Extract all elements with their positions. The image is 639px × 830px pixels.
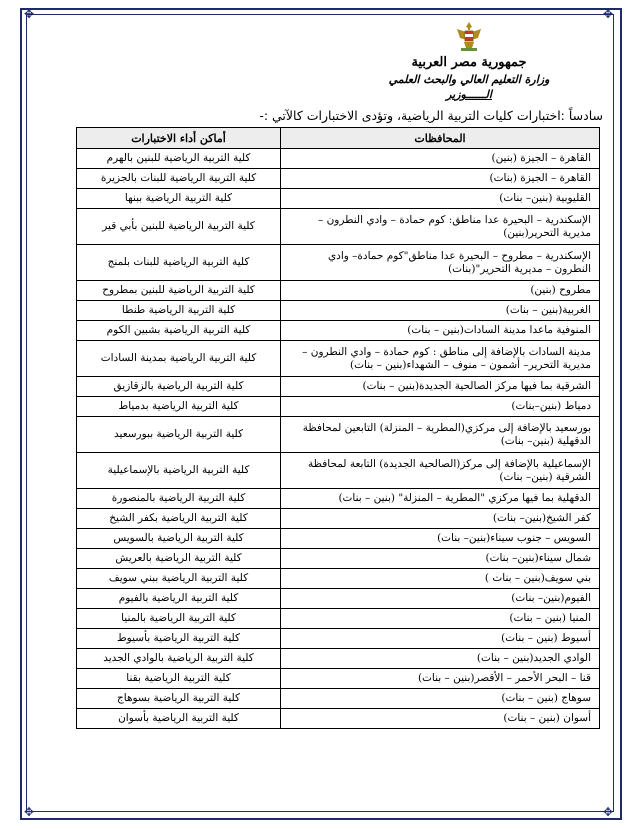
exam-place-cell: كلية التربية الرياضية للبنين بأبي قير [77,209,281,245]
governorate-cell: شمال سيناء(بنين– بنات) [281,549,600,569]
table-row [77,189,600,209]
governorate-cell: السويس – جنوب سيناء(بنين– بنات) [281,529,600,549]
exam-place-cell: كلية التربية الرياضية للبنات بالجزيرة [77,169,281,189]
letterhead [359,20,579,102]
exam-place-cell: كلية التربية الرياضية بالزقازيق [77,377,281,397]
governorate-cell: القليوبية (بنين– بنات) [281,189,600,209]
table-row [77,489,600,509]
governorate-cell: بني سويف(بنين – بنات ) [281,569,600,589]
table-row [77,609,600,629]
governorate-cell: الدقهلية بما فيها مركزي "المطرية – المنزلة" (بنين – بنات) [281,489,600,509]
corner-ornament-bottom-right: ✥ [603,805,614,819]
governorate-cell: الشرقية بما فيها مركز الصالحية الجديدة(بنين – بنات) [281,377,600,397]
exam-place-cell: كلية التربية الرياضية بكفر الشيخ [77,509,281,529]
table-header-row [77,128,600,149]
exam-locations-table [76,127,600,729]
exam-place-cell: كلية التربية الرياضية طنطا [77,301,281,321]
table-row [77,509,600,529]
governorate-cell: الإسماعيلية بالإضافة إلى مركز(الصالحية الجديدة) التابعة لمحافظة الشرقية (بنين– بنات) [281,453,600,489]
exam-place-cell: كلية التربية الرياضية بشبين الكوم [77,321,281,341]
table-row [77,341,600,377]
exam-place-cell: كلية التربية الرياضية بدمياط [77,397,281,417]
exam-place-cell: كلية التربية الرياضية بالعريش [77,549,281,569]
governorate-cell: القاهرة – الجيزة (بنين) [281,149,600,169]
governorate-cell: بورسعيد بالإضافة إلى مركزي(المطرية – المنزلة) التابعين لمحافظة الدقهلية (بنين– بنات) [281,417,600,453]
table-row [77,589,600,609]
exam-place-cell: كلية التربية الرياضية بالفيوم [77,589,281,609]
exam-place-cell: كلية التربية الرياضية للبنين بمطروح [77,281,281,301]
exam-place-cell: كلية التربية الرياضية بأسوان [77,709,281,729]
governorate-cell: الإسكندرية – البحيرة عدا مناطق: كوم حمادة – وادي النطرون – مديرية التحرير(بنين) [281,209,600,245]
governorate-cell: الغربية(بنين – بنات) [281,301,600,321]
governorate-cell: المنوفية ماعدا مدينة السادات(بنين – بنات) [281,321,600,341]
table-row [77,549,600,569]
governorate-cell: قنا – البحر الأحمر – الأقصر(بنين – بنات) [281,669,600,689]
table-row [77,321,600,341]
governorate-cell: المنيا (بنين – بنات) [281,609,600,629]
corner-ornament-top-right: ✥ [603,7,614,21]
exam-place-cell: كلية التربية الرياضية بسوهاج [77,689,281,709]
table-row [77,377,600,397]
exam-place-cell: كلية التربية الرياضية ببنها [77,189,281,209]
eagle-emblem-icon [454,20,484,52]
table-row [77,689,600,709]
governorate-cell: أسيوط (بنين – بنات) [281,629,600,649]
table-row [77,169,600,189]
governorate-cell: القاهرة – الجيزة (بنات) [281,169,600,189]
table-row [77,281,600,301]
table-row [77,709,600,729]
table-row [77,245,600,281]
governorate-cell: مطروح (بنين) [281,281,600,301]
table-body [77,149,600,729]
governorate-cell: الإسكندرية – مطروح – البحيرة عدا مناطق"كوم حمادة– وادي النطرون – مديرية التحرير"(بنات) [281,245,600,281]
section-intro: سادساً :اختبارات كليات التربية الرياضية، وتؤدى الاختبارات كالآتي :- [259,108,603,123]
table-row [77,529,600,549]
exam-place-cell: كلية التربية الرياضية بالمنيا [77,609,281,629]
table-row [77,417,600,453]
country-name: جمهورية مصر العربية [411,55,527,70]
exam-place-cell: كلية التربية الرياضية بأسيوط [77,629,281,649]
office-name: الــــــوزير [446,88,492,101]
table-row [77,209,600,245]
exam-place-cell: كلية التربية الرياضية بمدينة السادات [77,341,281,377]
header-places: أماكن أداء الاختبارات [77,128,281,149]
governorate-cell: الفيوم(بنين– بنات) [281,589,600,609]
exam-place-cell: كلية التربية الرياضية ببورسعيد [77,417,281,453]
governorate-cell: أسوان (بنين – بنات) [281,709,600,729]
table-row [77,453,600,489]
corner-ornament-bottom-left: ✥ [24,805,35,819]
governorate-cell: سوهاج (بنين – بنات) [281,689,600,709]
table-row [77,397,600,417]
table-row [77,629,600,649]
governorate-cell: دمياط (بنين–بنات) [281,397,600,417]
exam-place-cell: كلية التربية الرياضية للبنين بالهرم [77,149,281,169]
exam-place-cell: كلية التربية الرياضية بالوادي الجديد [77,649,281,669]
exam-place-cell: كلية التربية الرياضية ببني سويف [77,569,281,589]
table-row [77,669,600,689]
exam-place-cell: كلية التربية الرياضية بقنا [77,669,281,689]
header-governorates: المحافظات [281,128,600,149]
table-row [77,149,600,169]
exam-place-cell: كلية التربية الرياضية بالمنصورة [77,489,281,509]
exam-place-cell: كلية التربية الرياضية بالسويس [77,529,281,549]
ministry-name: وزارة التعليم العالي والبحث العلمي [388,73,550,86]
table-row [77,569,600,589]
corner-ornament-top-left: ✥ [24,7,35,21]
governorate-cell: الوادي الجديد(بنين – بنات) [281,649,600,669]
table-row [77,301,600,321]
governorate-cell: كفر الشيخ(بنين– بنات) [281,509,600,529]
exam-place-cell: كلية التربية الرياضية للبنات بلمنج [77,245,281,281]
exam-place-cell: كلية التربية الرياضية بالإسماعيلية [77,453,281,489]
governorate-cell: مدينة السادات بالإضافة إلى مناطق : كوم حمادة – وادي النطرون – مديرية التحرير– أشمون – منوف – الشهداء(بنين – بنات) [281,341,600,377]
table-row [77,649,600,669]
